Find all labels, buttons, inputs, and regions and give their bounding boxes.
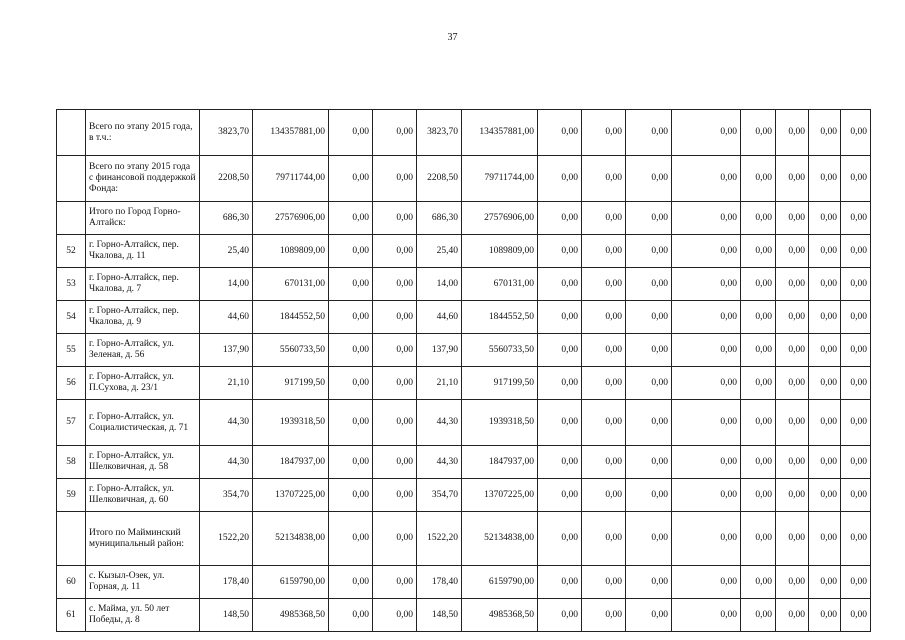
value-cell: 0,00 — [329, 479, 373, 512]
value-cell: 0,00 — [776, 235, 809, 268]
value-cell: 0,00 — [538, 479, 582, 512]
address-cell: г. Горно-Алтайск, пер. Чкалова, д. 9 — [86, 301, 200, 334]
value-cell: 0,00 — [741, 156, 776, 202]
value-cell: 44,30 — [417, 446, 462, 479]
value-cell: 0,00 — [626, 512, 672, 566]
value-cell: 1522,20 — [200, 512, 253, 566]
value-cell: 44,60 — [417, 301, 462, 334]
row-number — [57, 156, 86, 202]
value-cell: 27576906,00 — [253, 202, 329, 235]
row-number — [57, 110, 86, 156]
value-cell: 0,00 — [776, 446, 809, 479]
table-row-total — [57, 512, 871, 566]
value-cell: 0,00 — [809, 512, 841, 566]
value-cell: 0,00 — [672, 110, 741, 156]
value-cell: 354,70 — [417, 479, 462, 512]
value-cell: 0,00 — [809, 156, 841, 202]
value-cell: 0,00 — [776, 110, 809, 156]
value-cell: 0,00 — [672, 400, 741, 446]
value-cell: 0,00 — [538, 268, 582, 301]
value-cell: 0,00 — [841, 367, 871, 400]
value-cell: 0,00 — [582, 110, 626, 156]
value-cell: 4985368,50 — [253, 599, 329, 632]
value-cell: 0,00 — [776, 599, 809, 632]
value-cell: 0,00 — [776, 479, 809, 512]
value-cell: 354,70 — [200, 479, 253, 512]
table-body — [57, 110, 871, 632]
value-cell: 3823,70 — [417, 110, 462, 156]
value-cell: 0,00 — [373, 400, 417, 446]
value-cell: 0,00 — [373, 446, 417, 479]
value-cell: 0,00 — [841, 268, 871, 301]
table-row-53 — [57, 268, 871, 301]
value-cell: 0,00 — [582, 400, 626, 446]
value-cell: 0,00 — [776, 400, 809, 446]
value-cell: 0,00 — [329, 367, 373, 400]
value-cell: 0,00 — [329, 301, 373, 334]
value-cell: 79711744,00 — [462, 156, 538, 202]
value-cell: 0,00 — [538, 446, 582, 479]
value-cell: 0,00 — [776, 156, 809, 202]
value-cell: 0,00 — [582, 235, 626, 268]
value-cell: 79711744,00 — [253, 156, 329, 202]
address-cell: Всего по этапу 2015 года, в т.ч.: — [86, 110, 200, 156]
table-row-59 — [57, 479, 871, 512]
table-row-total — [57, 156, 871, 202]
address-cell: г. Горно-Алтайск, ул. Зеленая, д. 56 — [86, 334, 200, 367]
address-cell: г. Горно-Алтайск, ул. Шелковичная, д. 60 — [86, 479, 200, 512]
value-cell: 0,00 — [841, 301, 871, 334]
value-cell: 0,00 — [809, 599, 841, 632]
value-cell: 0,00 — [538, 156, 582, 202]
value-cell: 0,00 — [373, 479, 417, 512]
page-number: 37 — [447, 32, 458, 43]
value-cell: 0,00 — [538, 599, 582, 632]
value-cell: 137,90 — [200, 334, 253, 367]
value-cell: 1847937,00 — [462, 446, 538, 479]
table-row-61 — [57, 599, 871, 632]
row-number: 54 — [57, 301, 86, 334]
value-cell: 0,00 — [373, 156, 417, 202]
row-number: 60 — [57, 566, 86, 599]
value-cell: 0,00 — [373, 512, 417, 566]
value-cell: 0,00 — [841, 566, 871, 599]
value-cell: 0,00 — [741, 599, 776, 632]
row-number: 61 — [57, 599, 86, 632]
value-cell: 0,00 — [841, 202, 871, 235]
value-cell: 0,00 — [841, 235, 871, 268]
value-cell: 0,00 — [329, 156, 373, 202]
value-cell: 0,00 — [582, 599, 626, 632]
value-cell: 0,00 — [538, 400, 582, 446]
value-cell: 0,00 — [582, 334, 626, 367]
value-cell: 0,00 — [741, 301, 776, 334]
value-cell: 0,00 — [741, 235, 776, 268]
value-cell: 0,00 — [776, 367, 809, 400]
value-cell: 0,00 — [329, 235, 373, 268]
address-cell: г. Горно-Алтайск, пер. Чкалова, д. 11 — [86, 235, 200, 268]
table-row-56 — [57, 367, 871, 400]
value-cell: 25,40 — [417, 235, 462, 268]
value-cell: 134357881,00 — [462, 110, 538, 156]
row-number: 57 — [57, 400, 86, 446]
value-cell: 0,00 — [741, 400, 776, 446]
value-cell: 0,00 — [373, 367, 417, 400]
value-cell: 670131,00 — [462, 268, 538, 301]
value-cell: 0,00 — [672, 479, 741, 512]
value-cell: 0,00 — [373, 334, 417, 367]
value-cell: 0,00 — [741, 479, 776, 512]
value-cell: 0,00 — [809, 268, 841, 301]
value-cell: 0,00 — [809, 400, 841, 446]
program-table — [56, 109, 871, 632]
value-cell: 0,00 — [329, 566, 373, 599]
row-number — [57, 512, 86, 566]
value-cell: 2208,50 — [200, 156, 253, 202]
value-cell: 178,40 — [200, 566, 253, 599]
row-number: 59 — [57, 479, 86, 512]
value-cell: 4985368,50 — [462, 599, 538, 632]
value-cell: 0,00 — [329, 512, 373, 566]
table-row-total — [57, 202, 871, 235]
address-cell: г. Горно-Алтайск, пер. Чкалова, д. 7 — [86, 268, 200, 301]
value-cell: 0,00 — [582, 202, 626, 235]
value-cell: 0,00 — [672, 512, 741, 566]
value-cell: 1939318,50 — [253, 400, 329, 446]
value-cell: 0,00 — [626, 202, 672, 235]
value-cell: 14,00 — [417, 268, 462, 301]
value-cell: 0,00 — [626, 156, 672, 202]
value-cell: 0,00 — [373, 301, 417, 334]
address-cell: г. Горно-Алтайск, ул. Шелковичная, д. 58 — [86, 446, 200, 479]
address-cell: Итого по Город Горно-Алтайск: — [86, 202, 200, 235]
value-cell: 0,00 — [538, 334, 582, 367]
value-cell: 0,00 — [809, 479, 841, 512]
value-cell: 0,00 — [329, 400, 373, 446]
value-cell: 0,00 — [741, 512, 776, 566]
value-cell: 134357881,00 — [253, 110, 329, 156]
value-cell: 0,00 — [626, 446, 672, 479]
value-cell: 0,00 — [741, 202, 776, 235]
value-cell: 0,00 — [741, 566, 776, 599]
value-cell: 0,00 — [741, 334, 776, 367]
value-cell: 0,00 — [776, 334, 809, 367]
value-cell: 52134838,00 — [253, 512, 329, 566]
table-row-55 — [57, 334, 871, 367]
value-cell: 0,00 — [582, 301, 626, 334]
value-cell: 0,00 — [538, 566, 582, 599]
value-cell: 1844552,50 — [253, 301, 329, 334]
value-cell: 0,00 — [672, 156, 741, 202]
row-number: 53 — [57, 268, 86, 301]
value-cell: 5560733,50 — [253, 334, 329, 367]
address-cell: Итого по Майминский муниципальный район: — [86, 512, 200, 566]
row-number — [57, 202, 86, 235]
value-cell: 0,00 — [329, 599, 373, 632]
value-cell: 0,00 — [809, 110, 841, 156]
value-cell: 0,00 — [809, 334, 841, 367]
value-cell: 1844552,50 — [462, 301, 538, 334]
value-cell: 0,00 — [809, 202, 841, 235]
value-cell: 0,00 — [373, 599, 417, 632]
row-number: 58 — [57, 446, 86, 479]
value-cell: 0,00 — [626, 566, 672, 599]
value-cell: 14,00 — [200, 268, 253, 301]
value-cell: 0,00 — [329, 268, 373, 301]
value-cell: 0,00 — [538, 110, 582, 156]
address-cell: г. Горно-Алтайск, ул. Социалистическая, д. 71 — [86, 400, 200, 446]
value-cell: 0,00 — [841, 599, 871, 632]
value-cell: 0,00 — [741, 367, 776, 400]
value-cell: 0,00 — [626, 110, 672, 156]
value-cell: 27576906,00 — [462, 202, 538, 235]
table-row-52 — [57, 235, 871, 268]
value-cell: 0,00 — [841, 446, 871, 479]
value-cell: 686,30 — [417, 202, 462, 235]
value-cell: 0,00 — [672, 599, 741, 632]
value-cell: 0,00 — [373, 566, 417, 599]
value-cell: 0,00 — [741, 446, 776, 479]
row-number: 55 — [57, 334, 86, 367]
value-cell: 0,00 — [841, 334, 871, 367]
value-cell: 0,00 — [329, 110, 373, 156]
value-cell: 0,00 — [626, 400, 672, 446]
value-cell: 0,00 — [809, 301, 841, 334]
value-cell: 0,00 — [672, 301, 741, 334]
value-cell: 0,00 — [329, 446, 373, 479]
value-cell: 0,00 — [776, 268, 809, 301]
value-cell: 5560733,50 — [462, 334, 538, 367]
value-cell: 21,10 — [417, 367, 462, 400]
value-cell: 0,00 — [809, 235, 841, 268]
value-cell: 0,00 — [672, 334, 741, 367]
value-cell: 0,00 — [582, 512, 626, 566]
value-cell: 0,00 — [672, 202, 741, 235]
value-cell: 6159790,00 — [253, 566, 329, 599]
value-cell: 0,00 — [538, 202, 582, 235]
value-cell: 0,00 — [329, 334, 373, 367]
value-cell: 0,00 — [582, 446, 626, 479]
value-cell: 670131,00 — [253, 268, 329, 301]
value-cell: 0,00 — [626, 479, 672, 512]
value-cell: 0,00 — [373, 268, 417, 301]
value-cell: 917199,50 — [253, 367, 329, 400]
row-number: 52 — [57, 235, 86, 268]
value-cell: 0,00 — [582, 156, 626, 202]
table-row-57 — [57, 400, 871, 446]
value-cell: 0,00 — [672, 566, 741, 599]
value-cell: 13707225,00 — [253, 479, 329, 512]
value-cell: 0,00 — [841, 400, 871, 446]
value-cell: 0,00 — [626, 367, 672, 400]
address-cell: г. Горно-Алтайск, ул. П.Сухова, д. 23/1 — [86, 367, 200, 400]
value-cell: 0,00 — [373, 202, 417, 235]
value-cell: 0,00 — [582, 479, 626, 512]
value-cell: 6159790,00 — [462, 566, 538, 599]
row-number: 56 — [57, 367, 86, 400]
value-cell: 0,00 — [776, 512, 809, 566]
value-cell: 0,00 — [672, 268, 741, 301]
address-cell: с. Кызыл-Озек, ул. Горная, д. 11 — [86, 566, 200, 599]
value-cell: 0,00 — [776, 301, 809, 334]
value-cell: 3823,70 — [200, 110, 253, 156]
value-cell: 0,00 — [809, 446, 841, 479]
value-cell: 1522,20 — [417, 512, 462, 566]
value-cell: 52134838,00 — [462, 512, 538, 566]
value-cell: 13707225,00 — [462, 479, 538, 512]
value-cell: 686,30 — [200, 202, 253, 235]
value-cell: 0,00 — [841, 156, 871, 202]
value-cell: 0,00 — [672, 367, 741, 400]
value-cell: 0,00 — [776, 202, 809, 235]
value-cell: 917199,50 — [462, 367, 538, 400]
value-cell: 0,00 — [741, 110, 776, 156]
value-cell: 2208,50 — [417, 156, 462, 202]
value-cell: 148,50 — [200, 599, 253, 632]
value-cell: 25,40 — [200, 235, 253, 268]
value-cell: 0,00 — [776, 566, 809, 599]
value-cell: 0,00 — [373, 110, 417, 156]
value-cell: 0,00 — [809, 566, 841, 599]
table-row-60 — [57, 566, 871, 599]
value-cell: 0,00 — [626, 268, 672, 301]
value-cell: 1939318,50 — [462, 400, 538, 446]
value-cell: 0,00 — [538, 235, 582, 268]
value-cell: 0,00 — [841, 512, 871, 566]
value-cell: 137,90 — [417, 334, 462, 367]
value-cell: 0,00 — [373, 235, 417, 268]
value-cell: 0,00 — [626, 599, 672, 632]
value-cell: 44,30 — [200, 446, 253, 479]
value-cell: 44,30 — [200, 400, 253, 446]
value-cell: 0,00 — [582, 566, 626, 599]
table-row-54 — [57, 301, 871, 334]
value-cell: 44,60 — [200, 301, 253, 334]
value-cell: 0,00 — [626, 334, 672, 367]
address-cell: с. Майма, ул. 50 лет Победы, д. 8 — [86, 599, 200, 632]
value-cell: 0,00 — [582, 268, 626, 301]
address-cell: Всего по этапу 2015 года с финансовой поддержкой Фонда: — [86, 156, 200, 202]
value-cell: 148,50 — [417, 599, 462, 632]
value-cell: 0,00 — [538, 301, 582, 334]
value-cell: 0,00 — [538, 512, 582, 566]
value-cell: 0,00 — [841, 479, 871, 512]
value-cell: 1089809,00 — [462, 235, 538, 268]
value-cell: 0,00 — [538, 367, 582, 400]
table-row-total — [57, 110, 871, 156]
value-cell: 0,00 — [672, 446, 741, 479]
value-cell: 0,00 — [626, 235, 672, 268]
value-cell: 0,00 — [841, 110, 871, 156]
value-cell: 0,00 — [672, 235, 741, 268]
value-cell: 0,00 — [626, 301, 672, 334]
value-cell: 1089809,00 — [253, 235, 329, 268]
value-cell: 44,30 — [417, 400, 462, 446]
value-cell: 0,00 — [809, 367, 841, 400]
value-cell: 21,10 — [200, 367, 253, 400]
value-cell: 178,40 — [417, 566, 462, 599]
table-row-58 — [57, 446, 871, 479]
value-cell: 0,00 — [741, 268, 776, 301]
value-cell: 0,00 — [582, 367, 626, 400]
value-cell: 1847937,00 — [253, 446, 329, 479]
value-cell: 0,00 — [329, 202, 373, 235]
